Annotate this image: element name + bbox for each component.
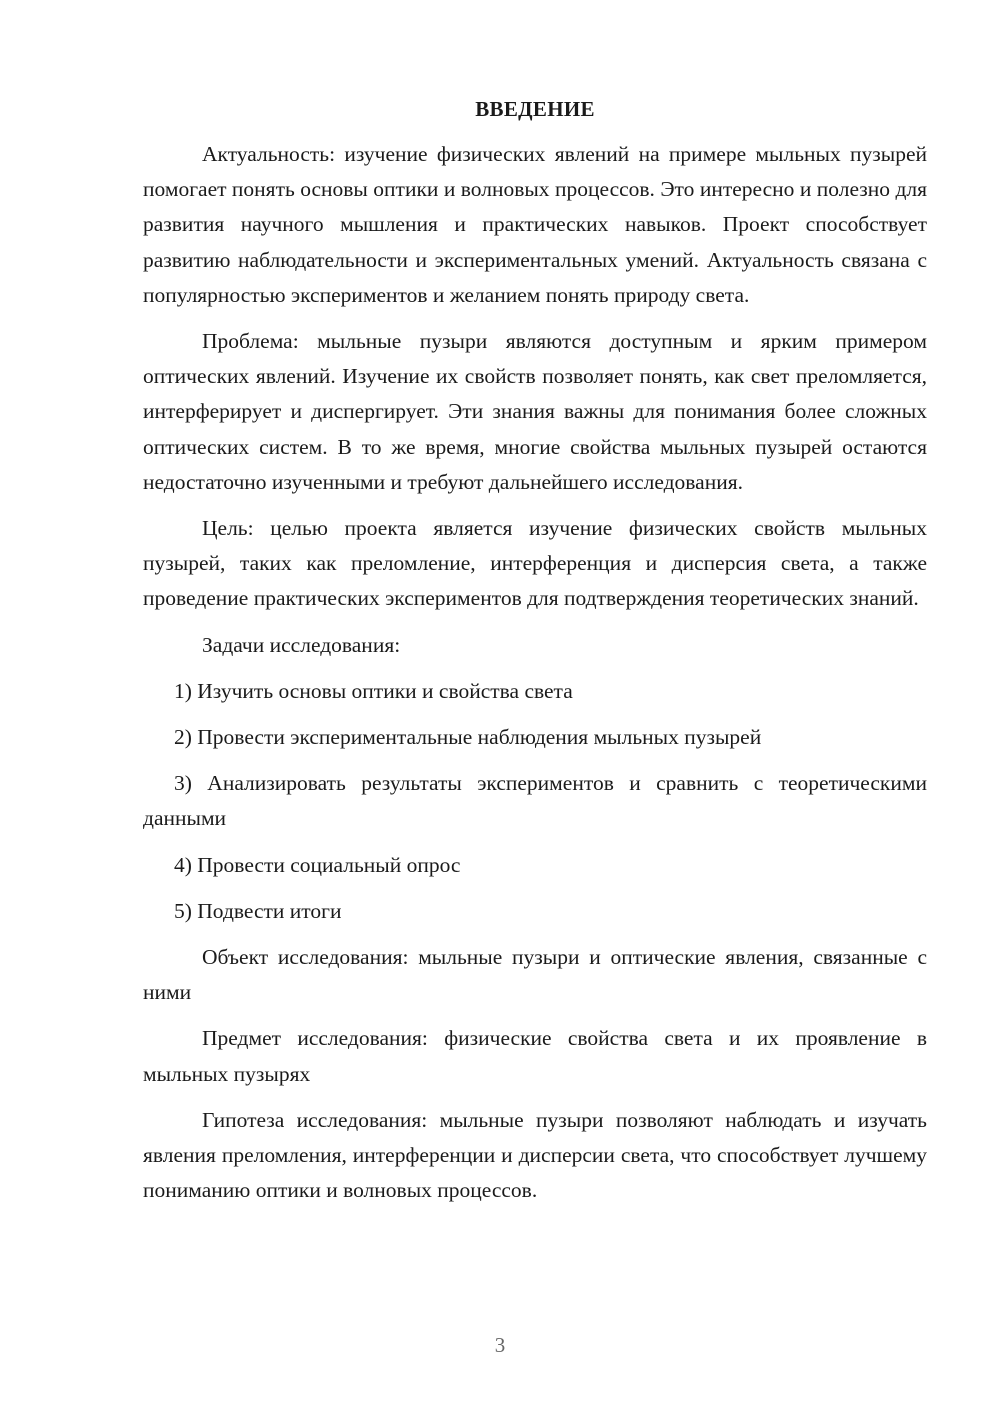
- paragraph-hypothesis: Гипотеза исследования: мыльные пузыри позволяют наблюдать и изучать явления преломления, интерференции и дисперсии света, что способствует лучшему пониманию оптики и волновых процессов.: [143, 1107, 927, 1203]
- task-item-1: 1) Изучить основы оптики и свойства света: [174, 678, 573, 703]
- page-title: ВВЕДЕНИЕ: [475, 97, 595, 121]
- tasks-heading: Задачи исследования:: [202, 632, 401, 657]
- paragraph-subject: Предмет исследования: физические свойства света и их проявление в мыльных пузырях: [143, 1026, 927, 1086]
- page-number: 3: [494, 1333, 506, 1357]
- task-item-2: 2) Провести экспериментальные наблюдения мыльных пузырей: [174, 725, 762, 750]
- document-page: [143, 92, 927, 1219]
- paragraph-goal: Цель: целью проекта является изучение физических свойств мыльных пузырей, таких как преломление, интерференция и дисперсия света, а также проведение практических экспериментов для подтверждения теоретических знаний.: [143, 516, 927, 611]
- paragraph-relevance: Актуальность: изучение физических явлений на примере мыльных пузырей помогает понять основы оптики и волновых процессов. Это интересно и полезно для развития научного мышления и практических навыков. Проект способствует развитию наблюдательности и экспериментальных умений. Актуальность связана с популярностью экспериментов и желанием понять природу света.: [143, 142, 927, 307]
- paragraph-object: Объект исследования: мыльные пузыри и оптические явления, связанные с ними: [143, 945, 927, 1005]
- task-item-3: 3) Анализировать результаты экспериментов и сравнить с теоретическими данными: [143, 771, 927, 831]
- task-item-4: 4) Провести социальный опрос: [174, 852, 461, 877]
- paragraph-problem: Проблема: мыльные пузыри являются доступным и ярким примером оптических явлений. Изучение их свойств позволяет понять, как свет преломляется, интерферирует и диспергирует. Эти знания важны для понимания более сложных оптических систем. В то же время, многие свойства мыльных пузырей остаются недостаточно изученными и требуют дальнейшего исследования.: [143, 329, 927, 494]
- task-item-5: 5) Подвести итоги: [174, 898, 342, 923]
